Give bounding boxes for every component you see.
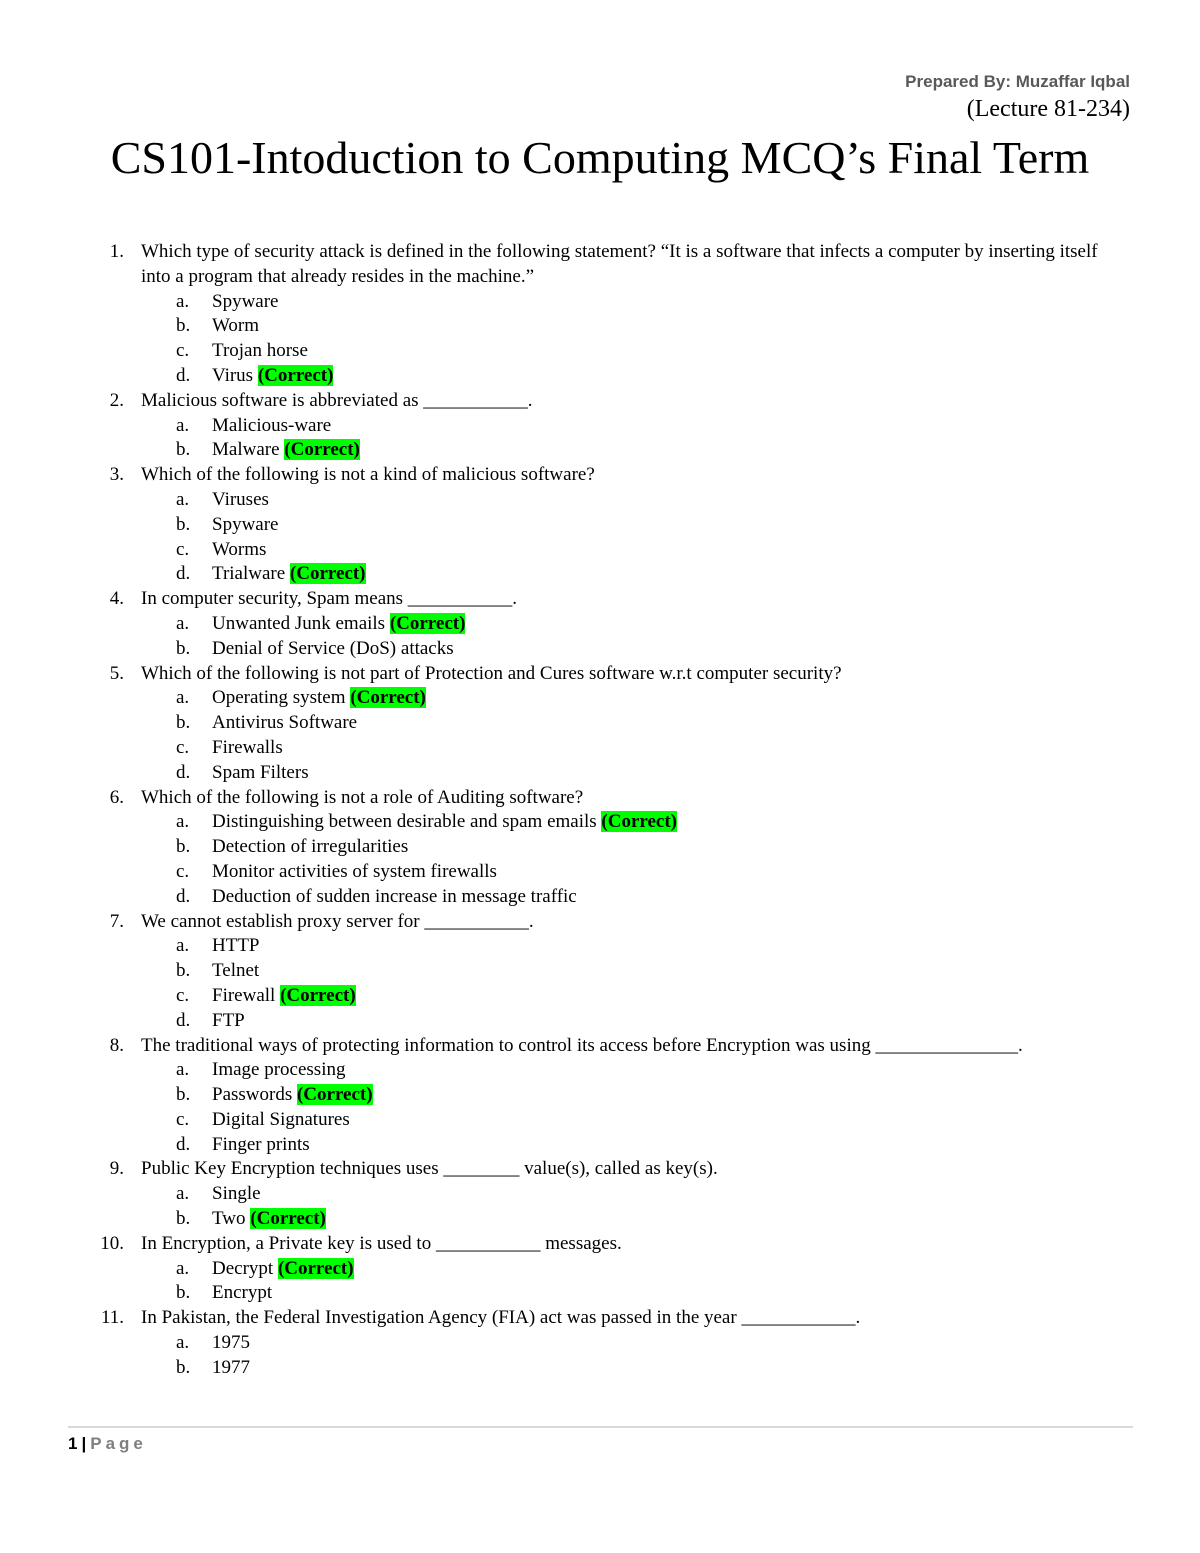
question-text: The traditional ways of protecting information to control its access before Encryption was using _______________. bbox=[141, 1034, 1023, 1056]
option-text: 1975 bbox=[212, 1332, 250, 1354]
option-text: 1977 bbox=[212, 1356, 250, 1378]
option-letter: c. bbox=[176, 1108, 190, 1130]
answer-option bbox=[0, 1331, 1200, 1356]
option-text: Trialware bbox=[212, 563, 286, 585]
option-content bbox=[212, 885, 577, 910]
option-text: Unwanted Junk emails bbox=[212, 612, 386, 634]
question-list bbox=[0, 240, 1200, 1381]
option-content bbox=[212, 761, 309, 786]
option-text: Denial of Service (DoS) attacks bbox=[212, 637, 454, 659]
answer-option bbox=[0, 761, 1200, 786]
option-letter: b. bbox=[176, 960, 191, 982]
option-text: Single bbox=[212, 1183, 261, 1205]
option-text: Spyware bbox=[212, 513, 279, 535]
answer-option bbox=[0, 513, 1200, 538]
option-text: Spam Filters bbox=[212, 761, 309, 783]
option-text: Worm bbox=[212, 315, 260, 337]
question-text: Which of the following is not a kind of malicious software? bbox=[141, 464, 595, 486]
option-letter: c. bbox=[176, 984, 190, 1006]
option-content bbox=[212, 959, 259, 984]
option-content bbox=[212, 1281, 272, 1306]
question-number: 3. bbox=[109, 464, 124, 486]
option-text: Trojan horse bbox=[212, 340, 308, 362]
question-number: 6. bbox=[109, 786, 124, 808]
option-letter: d. bbox=[176, 364, 191, 386]
page-number: 1 bbox=[68, 1434, 78, 1453]
option-text: Virus bbox=[212, 364, 254, 386]
answer-option bbox=[0, 1207, 1200, 1232]
question-item bbox=[0, 463, 1200, 587]
option-text: Malicious-ware bbox=[212, 414, 332, 436]
option-text: Encrypt bbox=[212, 1282, 273, 1304]
option-content bbox=[212, 984, 356, 1009]
footer-divider bbox=[68, 1426, 1133, 1428]
question-number: 4. bbox=[109, 588, 124, 610]
option-content bbox=[212, 488, 269, 513]
option-letter: a. bbox=[176, 612, 190, 634]
answer-option bbox=[0, 934, 1200, 959]
option-content bbox=[212, 860, 497, 885]
question-text: Which of the following is not a role of Auditing software? bbox=[141, 786, 584, 808]
option-text: Viruses bbox=[212, 488, 269, 510]
option-text: Image processing bbox=[212, 1059, 346, 1081]
question-number: 9. bbox=[109, 1158, 124, 1180]
option-text: Firewalls bbox=[212, 736, 283, 758]
option-content bbox=[212, 339, 308, 364]
answer-option bbox=[0, 835, 1200, 860]
answer-option bbox=[0, 1083, 1200, 1108]
option-letter: b. bbox=[176, 439, 191, 461]
option-content bbox=[212, 513, 278, 538]
option-content bbox=[212, 1182, 261, 1207]
question-text: In Encryption, a Private key is used to ___________ messages. bbox=[141, 1232, 622, 1254]
option-content bbox=[212, 1133, 310, 1158]
option-content bbox=[212, 612, 465, 637]
option-content bbox=[212, 1108, 350, 1133]
option-letter: b. bbox=[176, 1282, 191, 1304]
correct-answer-badge: (Correct) bbox=[289, 563, 366, 585]
page-title: CS101-Intoduction to Computing MCQ’s Final Term bbox=[110, 132, 1090, 183]
question-item bbox=[0, 389, 1200, 463]
question-text: In Pakistan, the Federal Investigation Agency (FIA) act was passed in the year ____________. bbox=[141, 1307, 861, 1329]
option-letter: a. bbox=[176, 811, 190, 833]
option-content bbox=[212, 438, 360, 463]
option-content bbox=[212, 835, 408, 860]
prepared-by: Prepared By: Muzaffar Iqbal bbox=[905, 72, 1130, 91]
option-letter: d. bbox=[176, 1009, 191, 1031]
option-letter: b. bbox=[176, 637, 191, 659]
correct-answer-badge: (Correct) bbox=[284, 439, 360, 461]
lecture-range: (Lecture 81-234) bbox=[966, 96, 1130, 122]
answer-option bbox=[0, 314, 1200, 339]
option-letter: a. bbox=[176, 1257, 190, 1279]
question-number: 10. bbox=[100, 1232, 124, 1254]
question-item bbox=[0, 910, 1200, 1034]
option-text: Spyware bbox=[212, 290, 279, 312]
option-text: Malware bbox=[212, 439, 280, 461]
answer-option bbox=[0, 562, 1200, 587]
option-content bbox=[212, 290, 278, 315]
option-text: Two bbox=[212, 1208, 246, 1230]
option-content bbox=[212, 736, 283, 761]
option-content bbox=[212, 934, 260, 959]
option-letter: c. bbox=[176, 538, 190, 560]
answer-option bbox=[0, 860, 1200, 885]
option-text: FTP bbox=[212, 1009, 245, 1031]
correct-answer-badge: (Correct) bbox=[389, 612, 466, 634]
option-letter: d. bbox=[176, 885, 191, 907]
answer-option bbox=[0, 612, 1200, 637]
question-item bbox=[0, 1232, 1200, 1306]
option-content bbox=[212, 1207, 326, 1232]
answer-option bbox=[0, 711, 1200, 736]
option-content bbox=[212, 538, 266, 563]
page-label: Page bbox=[90, 1434, 147, 1453]
answer-option bbox=[0, 1356, 1200, 1381]
answer-option bbox=[0, 1058, 1200, 1083]
option-letter: b. bbox=[176, 1356, 191, 1378]
option-text: Decrypt bbox=[212, 1257, 274, 1279]
option-content bbox=[212, 314, 259, 339]
option-text: Worms bbox=[212, 538, 267, 560]
option-letter: a. bbox=[176, 414, 190, 436]
question-text: We cannot establish proxy server for ___________. bbox=[141, 910, 534, 932]
question-number: 8. bbox=[109, 1034, 124, 1056]
option-letter: b. bbox=[176, 836, 191, 858]
answer-option bbox=[0, 290, 1200, 315]
question-text: Which of the following is not part of Protection and Cures software w.r.t computer security? bbox=[141, 662, 842, 684]
option-letter: b. bbox=[176, 315, 191, 337]
question-number: 1. bbox=[109, 241, 124, 262]
option-letter: b. bbox=[176, 513, 191, 535]
option-text: Finger prints bbox=[212, 1133, 310, 1155]
option-text: Firewall bbox=[212, 984, 276, 1006]
answer-option bbox=[0, 1257, 1200, 1282]
option-letter: a. bbox=[176, 687, 190, 709]
correct-answer-badge: (Correct) bbox=[277, 1257, 354, 1279]
answer-option bbox=[0, 414, 1200, 439]
correct-answer-badge: (Correct) bbox=[250, 1208, 326, 1230]
question-text: Malicious software is abbreviated as ___________. bbox=[141, 389, 533, 411]
option-letter: a. bbox=[176, 1183, 190, 1205]
option-content bbox=[212, 414, 331, 439]
answer-option bbox=[0, 1108, 1200, 1133]
answer-option bbox=[0, 959, 1200, 984]
option-content bbox=[212, 711, 357, 736]
question-text: In computer security, Spam means ___________. bbox=[141, 588, 518, 610]
answer-option bbox=[0, 686, 1200, 711]
option-text: Deduction of sudden increase in message traffic bbox=[212, 885, 577, 907]
option-letter: c. bbox=[176, 340, 190, 362]
option-content bbox=[212, 1257, 354, 1282]
question-item bbox=[0, 1157, 1200, 1231]
correct-answer-badge: (Correct) bbox=[601, 811, 678, 833]
option-letter: c. bbox=[176, 860, 190, 882]
correct-answer-badge: (Correct) bbox=[296, 1084, 373, 1106]
page-footer bbox=[68, 1434, 147, 1454]
answer-option bbox=[0, 736, 1200, 761]
question-number: 7. bbox=[109, 910, 124, 932]
option-letter: b. bbox=[176, 712, 191, 734]
option-letter: b. bbox=[176, 1208, 191, 1230]
question-number: 5. bbox=[109, 662, 124, 684]
option-content bbox=[212, 562, 366, 587]
question-item bbox=[0, 786, 1200, 910]
answer-option bbox=[0, 538, 1200, 563]
option-content bbox=[212, 1331, 250, 1356]
option-letter: a. bbox=[176, 290, 190, 312]
answer-option bbox=[0, 364, 1200, 389]
option-text: Telnet bbox=[212, 960, 260, 982]
question-text: Which type of security attack is defined in the following statement? “It is a software that infects a computer by inserting itself into a program that already resides in the machine.” bbox=[141, 241, 1098, 287]
option-text: Distinguishing between desirable and spam emails bbox=[212, 811, 597, 833]
option-letter: a. bbox=[176, 1059, 190, 1081]
answer-option bbox=[0, 1182, 1200, 1207]
question-item bbox=[0, 587, 1200, 661]
question-number: 11. bbox=[100, 1307, 124, 1329]
option-content bbox=[212, 810, 677, 835]
option-content bbox=[212, 1083, 373, 1108]
footer-separator: | bbox=[81, 1434, 87, 1453]
option-letter: d. bbox=[176, 1133, 191, 1155]
option-text: Passwords bbox=[212, 1084, 293, 1106]
correct-answer-badge: (Correct) bbox=[350, 687, 426, 709]
option-text: Monitor activities of system firewalls bbox=[212, 860, 497, 882]
answer-option bbox=[0, 810, 1200, 835]
answer-option bbox=[0, 339, 1200, 364]
option-content bbox=[212, 686, 426, 711]
question-item bbox=[0, 1306, 1200, 1380]
correct-answer-badge: (Correct) bbox=[280, 984, 356, 1006]
option-letter: a. bbox=[176, 935, 190, 957]
answer-option bbox=[0, 1133, 1200, 1158]
option-content bbox=[212, 1009, 245, 1034]
correct-answer-badge: (Correct) bbox=[257, 364, 334, 386]
option-text: Detection of irregularities bbox=[212, 836, 409, 858]
option-letter: a. bbox=[176, 488, 190, 510]
option-content bbox=[212, 637, 454, 662]
option-text: Antivirus Software bbox=[212, 712, 358, 734]
question-text: Public Key Encryption techniques uses ________ value(s), called as key(s). bbox=[141, 1158, 718, 1180]
answer-option bbox=[0, 488, 1200, 513]
option-letter: d. bbox=[176, 563, 191, 585]
option-content bbox=[212, 364, 333, 389]
answer-option bbox=[0, 637, 1200, 662]
option-text: Operating system bbox=[212, 687, 346, 709]
option-letter: a. bbox=[176, 1332, 190, 1354]
question-item bbox=[0, 240, 1200, 389]
option-text: Digital Signatures bbox=[212, 1108, 350, 1130]
answer-option bbox=[0, 1281, 1200, 1306]
question-item bbox=[0, 1034, 1200, 1158]
answer-option bbox=[0, 984, 1200, 1009]
option-text: HTTP bbox=[212, 935, 260, 957]
option-letter: b. bbox=[176, 1084, 191, 1106]
option-content bbox=[212, 1058, 345, 1083]
answer-option bbox=[0, 885, 1200, 910]
option-letter: d. bbox=[176, 761, 191, 783]
question-number: 2. bbox=[109, 389, 124, 411]
option-content bbox=[212, 1356, 250, 1381]
option-letter: c. bbox=[176, 736, 190, 758]
question-item bbox=[0, 662, 1200, 786]
answer-option bbox=[0, 1009, 1200, 1034]
answer-option bbox=[0, 438, 1200, 463]
